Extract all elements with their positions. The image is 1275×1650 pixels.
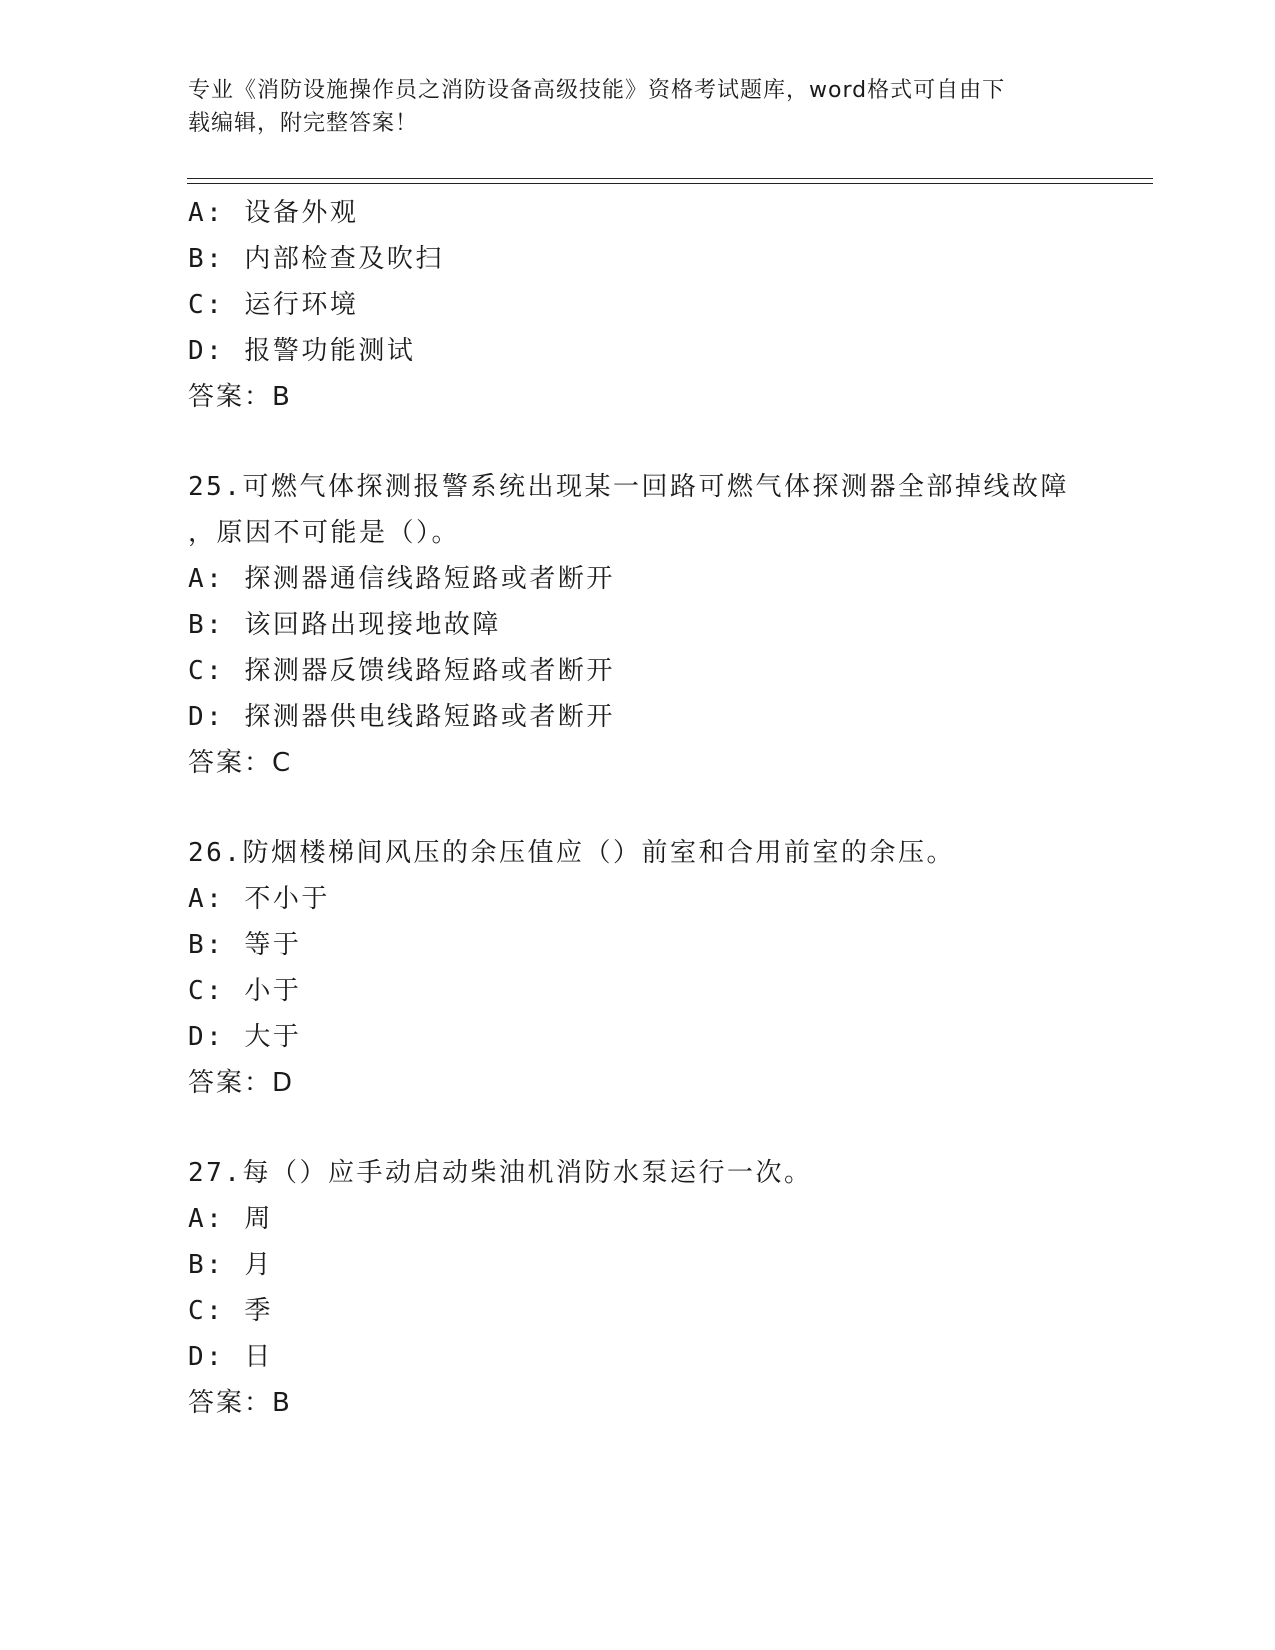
answer-line: 答案：D: [188, 1068, 294, 1098]
document-header: [188, 74, 1068, 140]
option-c: C: 探测器反馈线路短路或者断开: [188, 656, 615, 686]
answer-value: B: [272, 1388, 291, 1418]
question-stem: 25.可燃气体探测报警系统出现某一回路可燃气体探测器全部掉线故障: [188, 472, 1069, 502]
option-c: C: 小于: [188, 976, 302, 1006]
option-d: D: 探测器供电线路短路或者断开: [188, 702, 615, 732]
question-26: [188, 830, 1088, 1106]
option-a: A: 周: [188, 1204, 273, 1234]
option-b: B: 该回路出现接地故障: [188, 610, 501, 640]
option-b: B: 内部检查及吹扫: [188, 244, 444, 274]
option-d: D: 大于: [188, 1022, 302, 1052]
question-24: [188, 190, 1088, 420]
question-list: [188, 190, 1088, 1426]
question-stem: 26.防烟楼梯间风压的余压值应（）前室和合用前室的余压。: [188, 838, 955, 868]
header-line-1: 专业《消防设施操作员之消防设备高级技能》资格考试题库，word格式可自由下: [188, 78, 1006, 103]
option-b: B: 等于: [188, 930, 302, 960]
answer-line: 答案：B: [188, 382, 291, 412]
option-d: D: 日: [188, 1342, 273, 1372]
header-line-2: 载编辑，附完整答案！: [188, 111, 419, 136]
option-b: B: 月: [188, 1250, 273, 1280]
option-a: A: 不小于: [188, 884, 330, 914]
answer-value: B: [272, 382, 291, 412]
option-c: C: 季: [188, 1296, 273, 1326]
answer-line: 答案：B: [188, 1388, 291, 1418]
option-a: A: 设备外观: [188, 198, 359, 228]
question-25: [188, 464, 1088, 786]
answer-value: C: [272, 748, 292, 778]
header-rule-bottom: [187, 183, 1153, 184]
answer-value: D: [272, 1068, 294, 1098]
question-stem-continued: ，原因不可能是（）。: [188, 518, 461, 548]
header-rule-top: [187, 178, 1153, 179]
option-d: D: 报警功能测试: [188, 336, 416, 366]
question-27: [188, 1150, 1088, 1426]
answer-line: 答案：C: [188, 748, 292, 778]
option-a: A: 探测器通信线路短路或者断开: [188, 564, 615, 594]
question-stem: 27.每（）应手动启动柴油机消防水泵运行一次。: [188, 1158, 813, 1188]
option-c: C: 运行环境: [188, 290, 359, 320]
